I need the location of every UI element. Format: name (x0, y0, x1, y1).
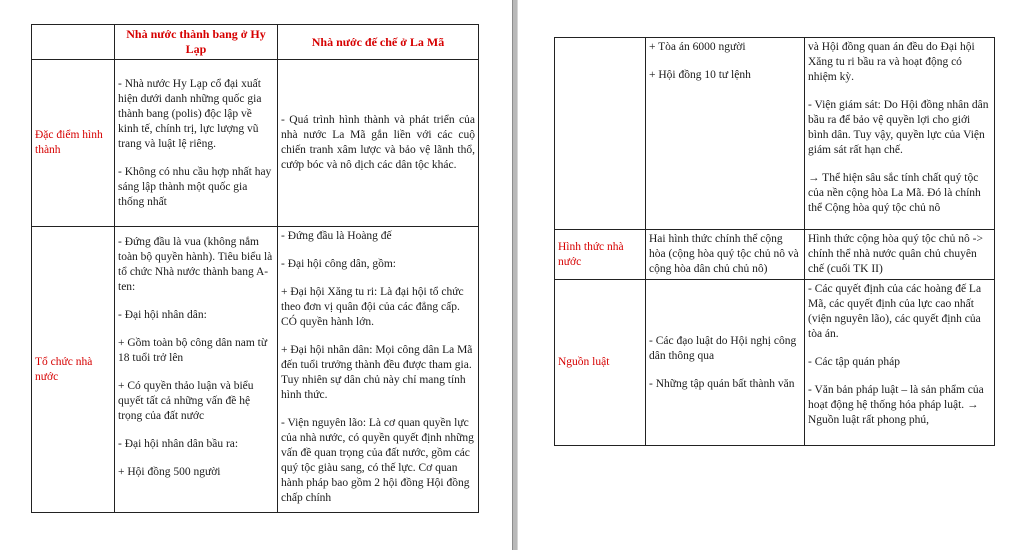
paragraph: - Viện giám sát: Do Hội đồng nhân dân bầu ra để bảo vệ quyền lợi cho giới bình dân. Tuy vậy, quyền lực của Viện giám sát rất hạn chế. (808, 99, 989, 156)
table-row (555, 230, 995, 280)
paragraph: Hình thức cộng hòa quý tộc chủ nô -> chính thể nhà nước quân chủ chuyên chế (cuối TK II) (808, 233, 983, 275)
page-divider (512, 0, 518, 550)
paragraph: + Có quyền thảo luận và biểu quyết tất cả những vấn đề hệ trọng của đất nước (118, 380, 254, 422)
paragraph: + Hội đồng 10 tư lệnh (649, 69, 751, 81)
cell-greek-organization (115, 227, 278, 513)
paragraph: - Đại hội công dân, gồm: (281, 258, 396, 270)
cell-roman-formation (278, 60, 479, 227)
paragraph: - Đại hội nhân dân: (118, 309, 207, 321)
paragraph: - Không có nhu cầu hợp nhất hay sáng lập thành một quốc gia thống nhất (118, 165, 272, 208)
header-greek: Nhà nước thành bang ở Hy Lạp (115, 25, 278, 60)
cell-roman-continued (805, 38, 995, 230)
row-label-continued (555, 38, 646, 230)
paragraph: Hai hình thức chính thể cộng hòa (cộng hòa quý tộc chủ nô và cộng hòa dân chủ chủ nô) (649, 233, 799, 275)
paragraph: + Đại hội Xăng tu ri: Là đại hội tổ chức theo đơn vị quân đội của các đẳng cấp. CÓ quyền hành lớn. (281, 286, 464, 328)
table-row (555, 38, 995, 230)
paragraph: - Đứng đầu là vua (không nắm toàn bộ quyền hành). Tiêu biểu là tổ chức Nhà nước thành bang A-ten: (118, 236, 273, 293)
row-label-formation: Đặc điểm hình thành (32, 60, 115, 227)
paragraph: - Những tập quán bất thành văn (649, 377, 795, 390)
paragraph: - Đại hội nhân dân bầu ra: (118, 438, 239, 450)
paragraph: - Viện nguyên lão: Là cơ quan quyền lực của nhà nước, có quyền quyết định những vấn đề quan trọng của đất nước, gồm các quý tộc giàu sang, có thế lực. Cơ quan hành pháp bao gồm 2 hội đồng Hội đồng chấp chính (281, 417, 474, 504)
paragraph: + Gồm toàn bộ công dân nam từ 18 tuổi trở lên (118, 337, 268, 364)
cell-greek-formation (115, 60, 278, 227)
paragraph: - Các tập quán pháp (808, 356, 900, 368)
table-row (32, 60, 479, 227)
row-label-form: Hình thức nhà nước (555, 230, 646, 280)
cell-roman-organization (278, 227, 479, 513)
paragraph: + Tòa án 6000 người (649, 41, 746, 53)
cell-roman-sources (805, 280, 995, 446)
cell-roman-form (805, 230, 995, 280)
right-page-table (554, 37, 995, 446)
empty-header-cell (32, 25, 115, 60)
cell-greek-form (646, 230, 805, 280)
header-row (32, 25, 479, 60)
header-roman: Nhà nước đế chế ở La Mã (278, 25, 479, 60)
cell-greek-sources (646, 280, 805, 446)
row-label-sources: Nguồn luật (555, 280, 646, 446)
paragraph: + Đại hội nhân dân: Mọi công dân La Mã đến tuổi trưởng thành đều được tham gia. Tuy nhiên sự dân chủ này chỉ mang tính hình thức. (281, 344, 473, 401)
paragraph: - Nhà nước Hy Lạp cổ đại xuất hiện dưới danh những quốc gia thành bang (polis) độc lập về kinh tế, chính trị, lực lượng vũ trang và luật lệ riêng. (118, 77, 262, 150)
left-page-table (31, 24, 479, 513)
paragraph: - Quá trình hình thành và phát triển của nhà nước La Mã gắn liền với các cuộ chiến tranh xâm lược và bảo vệ lãnh thổ, cướp bóc và nô dịch các dân tộc khác. (281, 114, 475, 171)
paragraph: - Đứng đầu là Hoàng đế (281, 230, 392, 242)
paragraph: và Hội đồng quan án đều do Đại hội Xăng tu ri bầu ra và hoạt động có nhiệm kỳ. (808, 41, 975, 83)
table-row (555, 280, 995, 446)
paragraph: - Các quyết định của các hoàng đế La Mã, các quyết định của lực cao nhất (viện nguyên lão), các quyết định của tòa án. (808, 283, 982, 340)
row-label-organization: Tổ chức nhà nước (32, 227, 115, 513)
paragraph: + Hội đồng 500 người (118, 466, 221, 478)
paragraph: → Thể hiện sâu sắc tính chất quý tộc của nền cộng hòa La Mã. Đó là chính thể Cộng hòa quý tộc chủ nô (808, 172, 981, 214)
cell-greek-continued (646, 38, 805, 230)
paragraph: - Các đạo luật do Hội nghị công dân thông qua (649, 334, 797, 362)
paragraph: - Văn bản pháp luật – là sản phẩm của hoạt động hệ thống hóa pháp luật. → Nguồn luật rất phong phú, (808, 384, 984, 426)
table-row (32, 227, 479, 513)
